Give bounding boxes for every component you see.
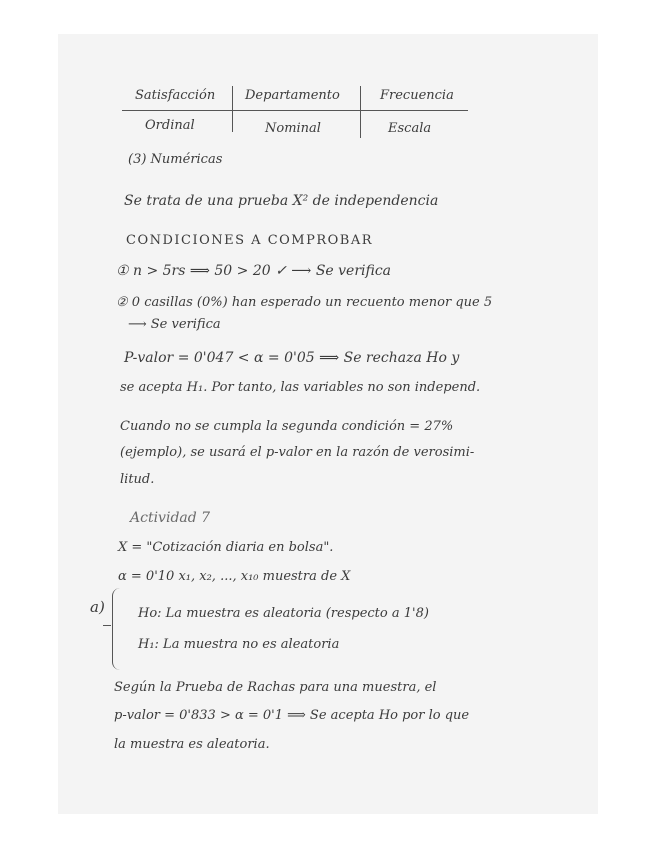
cell-nominal: Nominal: [265, 121, 321, 136]
runs-test-line-1: Según la Prueba de Rachas para una muestra, el: [114, 680, 437, 695]
table-column-line: [232, 86, 233, 132]
null-hypothesis: Ho: La muestra es aleatoria (respecto a 1'8): [138, 606, 429, 621]
header-frecuencia: Frecuencia: [380, 88, 454, 103]
header-satisfaccion: Satisfacción: [135, 88, 216, 103]
alternative-hypothesis: H₁: La muestra no es aleatoria: [138, 637, 340, 652]
hypotheses-brace: [112, 588, 129, 670]
part-a-label: a): [90, 598, 105, 616]
condition-2-verifies: ⟶ Se verifica: [128, 317, 221, 332]
table-column-line: [360, 86, 361, 138]
activity-title: Actividad 7: [130, 510, 211, 526]
conditions-heading: CONDICIONES A COMPROBAR: [126, 233, 374, 248]
condition-2: ② 0 casillas (0%) han esperado un recuento menor que 5: [116, 295, 493, 310]
note-line-1: Cuando no se cumpla la segunda condición = 27%: [120, 419, 454, 434]
variable-definition: X = "Cotización diaria en bolsa".: [118, 540, 334, 555]
runs-test-line-2: p-valor = 0'833 > α = 0'1 ⟹ Se acepta Ho por lo que: [114, 708, 470, 723]
runs-test-conclusion: la muestra es aleatoria.: [114, 737, 270, 752]
section-numericas: (3) Numéricas: [128, 152, 223, 167]
alpha-and-sample: α = 0'10 x₁, x₂, ..., x₁₀ muestra de X: [118, 569, 351, 584]
table-divider: [122, 110, 468, 111]
cell-ordinal: Ordinal: [145, 118, 195, 133]
header-departamento: Departamento: [245, 88, 340, 103]
p-value-conclusion: se acepta H₁. Por tanto, las variables no son independ.: [120, 380, 481, 395]
condition-1: ① n > 5rs ⟹ 50 > 20 ✓ ⟶ Se verifica: [116, 263, 392, 279]
chi-square-statement: Se trata de una prueba X² de independencia: [124, 193, 439, 209]
note-line-3: litud.: [120, 472, 155, 487]
p-value-result: P-valor = 0'047 < α = 0'05 ⟹ Se rechaza Ho y: [124, 350, 460, 366]
note-line-2: (ejemplo), se usará el p-valor en la razón de verosimi-: [120, 445, 475, 460]
cell-escala: Escala: [388, 121, 432, 136]
